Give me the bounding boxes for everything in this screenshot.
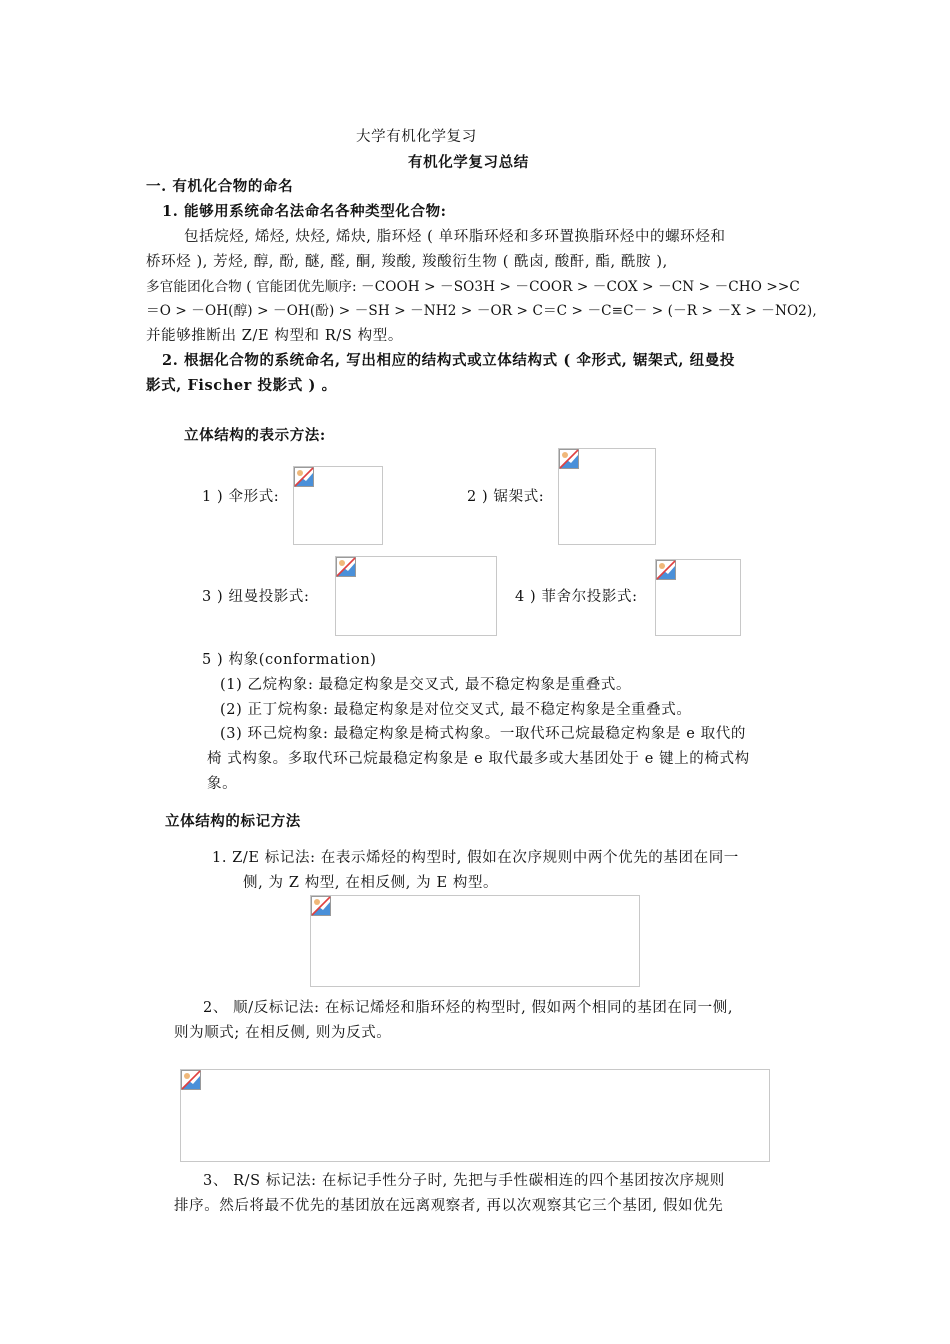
item1-heading: 1. 能够用系统命名法命名各种类型化合物: xyxy=(162,203,447,220)
ze-notation-line: 侧, 为 Z 构型, 在相反侧, 为 E 构型。 xyxy=(243,875,499,891)
representation-heading: 立体结构的表示方法: xyxy=(184,427,326,444)
item2-line: 影式, Fischer 投影式 ) 。 xyxy=(146,377,337,394)
conformation-title: 5 ) 构象(conformation) xyxy=(202,652,377,668)
broken-image-icon xyxy=(559,449,579,469)
conformation-cyclohexane: 象。 xyxy=(207,776,238,792)
item1-line: 桥环烃 ), 芳烃, 醇, 酚, 醚, 醛, 酮, 羧酸, 羧酸衍生物 ( 酰卤, 酸酐, 酯, 酰胺 ), xyxy=(146,254,668,270)
broken-image-icon xyxy=(656,560,676,580)
broken-image-icon xyxy=(181,1070,201,1090)
ze-configuration-image xyxy=(310,895,640,987)
label-fischer-projection: 4 ) 菲舍尔投影式: xyxy=(515,589,638,605)
item1-line: 并能够推断出 Z/E 构型和 R/S 构型。 xyxy=(146,328,403,344)
broken-image-icon xyxy=(294,467,314,487)
broken-image-icon xyxy=(336,557,356,577)
newman-projection-image xyxy=(335,556,497,636)
label-wedge-projection: 1 ) 伞形式: xyxy=(202,489,280,505)
label-newman-projection: 3 ) 纽曼投影式: xyxy=(202,589,310,605)
fischer-projection-image xyxy=(655,559,741,636)
ze-notation-line: 1. Z/E 标记法: 在表示烯烃的构型时, 假如在次序规则中两个优先的基团在同一 xyxy=(212,850,739,866)
sawhorse-projection-image xyxy=(558,448,656,545)
section-heading-naming: 一. 有机化合物的命名 xyxy=(146,178,294,195)
item1-line: ＝O > －OH(醇) > －OH(酚) > －SH > －NH2 > －OR > C＝C > －C≡C－ > (－R > －X > －NO2), xyxy=(146,303,817,319)
conformation-cyclohexane: (3) 环己烷构象: 最稳定构象是椅式构象。一取代环己烷最稳定构象是 e 取代的 xyxy=(220,726,746,742)
conformation-cyclohexane: 椅 式构象。多取代环己烷最稳定构象是 e 取代最多或大基团处于 e 键上的椅式构 xyxy=(207,751,750,767)
rs-notation-line: 3、 R/S 标记法: 在标记手性分子时, 先把与手性碳相连的四个基团按次序规则 xyxy=(203,1173,725,1189)
item1-line: 多官能团化合物 ( 官能团优先顺序: －COOH > －SO3H > －COOR > －COX > －CN > －CHO >>C xyxy=(146,279,800,295)
notation-heading: 立体结构的标记方法 xyxy=(165,813,301,830)
item2-line: 2. 根据化合物的系统命名, 写出相应的结构式或立体结构式 ( 伞形式, 锯架式, 纽曼投 xyxy=(162,352,735,369)
doc-subtitle: 有机化学复习总结 xyxy=(408,154,529,171)
item1-line: 包括烷烃, 烯烃, 炔烃, 烯炔, 脂环烃 ( 单环脂环烃和多环置换脂环烃中的螺环烃和 xyxy=(184,229,726,245)
cis-trans-notation-line: 则为顺式; 在相反侧, 则为反式。 xyxy=(174,1025,392,1041)
conformation-ethane: (1) 乙烷构象: 最稳定构象是交叉式, 最不稳定构象是重叠式。 xyxy=(220,677,632,693)
conformation-butane: (2) 正丁烷构象: 最稳定构象是对位交叉式, 最不稳定构象是全重叠式。 xyxy=(220,702,692,718)
broken-image-icon xyxy=(311,896,331,916)
wedge-projection-image xyxy=(293,466,383,545)
cis-trans-image xyxy=(180,1069,770,1162)
doc-title: 大学有机化学复习 xyxy=(356,129,477,145)
label-sawhorse-projection: 2 ) 锯架式: xyxy=(467,489,545,505)
rs-notation-line: 排序。然后将最不优先的基团放在远离观察者, 再以次观察其它三个基团, 假如优先 xyxy=(174,1198,724,1214)
cis-trans-notation-line: 2、 顺/反标记法: 在标记烯烃和脂环烃的构型时, 假如两个相同的基团在同一侧, xyxy=(203,1000,734,1016)
